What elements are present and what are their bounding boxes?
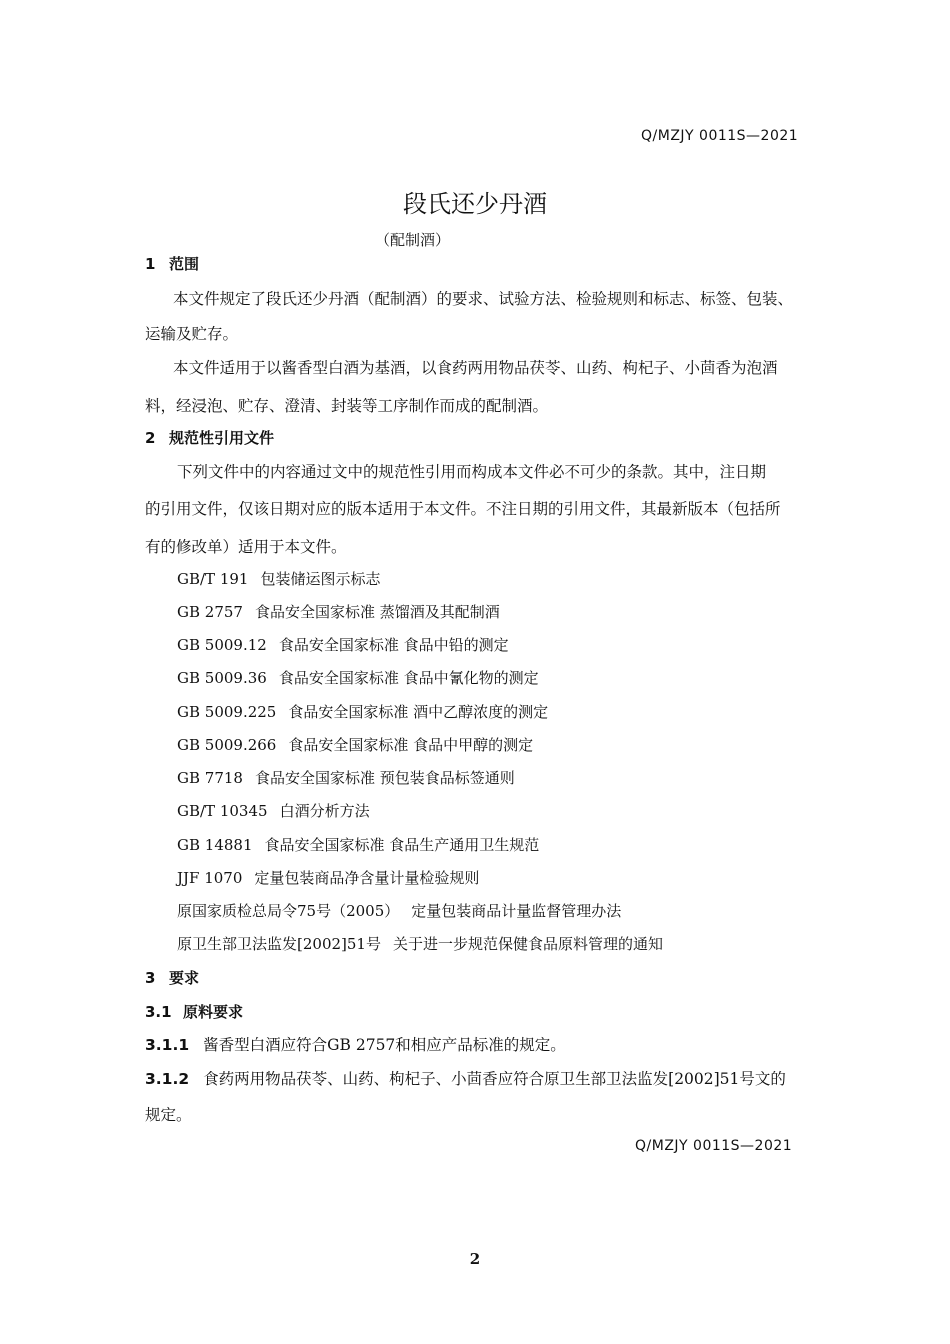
reference-code: GB 5009.12	[177, 636, 267, 654]
reference-code: GB/T 191	[177, 570, 249, 588]
reference-name: 包装储运图示标志	[260, 570, 381, 588]
reference-item	[177, 634, 509, 655]
section-number: 1	[145, 255, 156, 273]
section-1-para-2-line-1: 本文件适用于以酱香型白酒为基酒，以食药两用物品茯苓、山药、枸杞子、小茴香为泡酒	[173, 359, 778, 377]
reference-item	[177, 734, 533, 755]
clause-3-1-2	[145, 1067, 786, 1089]
reference-item	[177, 767, 515, 788]
section-title: 规范性引用文件	[169, 429, 275, 447]
reference-name: 关于进一步规范保健食品原料管理的通知	[392, 935, 663, 953]
reference-name: 食品安全国家标准 食品中甲醇的测定	[288, 736, 534, 754]
section-number: 2	[145, 429, 156, 447]
reference-code: GB 5009.36	[177, 669, 267, 687]
section-title: 范围	[169, 255, 200, 273]
section-1-para-2-line-2: 料，经浸泡、贮存、澄清、封装等工序制作而成的配制酒。	[145, 397, 549, 415]
reference-name: 食品安全国家标准 酒中乙醇浓度的测定	[288, 703, 549, 721]
reference-code: GB 5009.266	[177, 736, 277, 754]
reference-item	[177, 568, 380, 589]
reference-code: 原卫生部卫法监发[2002]51号	[177, 935, 381, 953]
reference-item	[177, 800, 370, 821]
reference-code: GB/T 10345	[177, 802, 268, 820]
reference-code: GB 2757	[177, 603, 243, 621]
section-2-intro-line-2: 的引用文件，仅该日期对应的版本适用于本文件。不注日期的引用文件，其最新版本（包括所	[145, 500, 781, 518]
document-subtitle: （配制酒）	[375, 231, 451, 249]
reference-name: 食品安全国家标准 食品中铅的测定	[278, 636, 509, 654]
section-2-intro-line-3: 有的修改单）适用于本文件。	[145, 538, 347, 556]
clause-3-1-1	[145, 1033, 566, 1055]
reference-item	[177, 900, 621, 921]
clause-number: 3.1.1	[145, 1036, 190, 1054]
section-1-para-1-line-2: 运输及贮存。	[145, 325, 239, 343]
reference-item	[177, 667, 539, 688]
clause-text: 食药两用物品茯苓、山药、枸杞子、小茴香应符合原卫生部卫法监发[2002]51号文的	[203, 1070, 786, 1088]
footer-doc-code: Q/MZJY 0011S—2021	[635, 1138, 793, 1154]
clause-number: 3.1.2	[145, 1070, 190, 1088]
section-title: 要求	[169, 969, 200, 987]
section-2-heading	[145, 427, 274, 448]
reference-name: 定量包装商品计量监督管理办法	[411, 902, 622, 920]
reference-item	[177, 601, 500, 622]
reference-code: GB 7718	[177, 769, 243, 787]
subsection-title: 原料要求	[183, 1003, 244, 1021]
reference-name: 食品安全国家标准 食品中氰化物的测定	[278, 669, 539, 687]
reference-code: 原国家质检总局令75号（2005）	[177, 902, 400, 920]
section-1-para-1-line-1: 本文件规定了段氏还少丹酒（配制酒）的要求、试验方法、检验规则和标志、标签、包装、	[173, 290, 794, 308]
section-1-heading	[145, 253, 199, 274]
subsection-number: 3.1	[145, 1003, 172, 1021]
reference-item	[177, 701, 548, 722]
reference-code: GB 14881	[177, 836, 253, 854]
document-title: 段氏还少丹酒	[403, 190, 547, 218]
reference-code: GB 5009.225	[177, 703, 277, 721]
page-number: 2	[469, 1250, 481, 1268]
reference-name: 定量包装商品净含量计量检验规则	[254, 869, 480, 887]
subsection-3-1-heading	[145, 1001, 243, 1022]
header-doc-code: Q/MZJY 0011S—2021	[641, 128, 799, 144]
reference-name: 食品安全国家标准 食品生产通用卫生规范	[264, 836, 540, 854]
reference-name: 白酒分析方法	[279, 802, 370, 820]
clause-3-1-2-line-2: 规定。	[145, 1106, 192, 1124]
reference-name: 食品安全国家标准 蒸馏酒及其配制酒	[254, 603, 500, 621]
reference-item	[177, 933, 663, 954]
section-2-intro-line-1: 下列文件中的内容通过文中的规范性引用而构成本文件必不可少的条款。其中，注日期	[177, 463, 767, 481]
reference-name: 食品安全国家标准 预包装食品标签通则	[254, 769, 515, 787]
section-3-heading	[145, 967, 199, 988]
reference-code: JJF 1070	[177, 869, 243, 887]
section-number: 3	[145, 969, 156, 987]
reference-item	[177, 867, 479, 888]
reference-item	[177, 834, 539, 855]
clause-text: 酱香型白酒应符合GB 2757和相应产品标准的规定。	[203, 1036, 566, 1054]
